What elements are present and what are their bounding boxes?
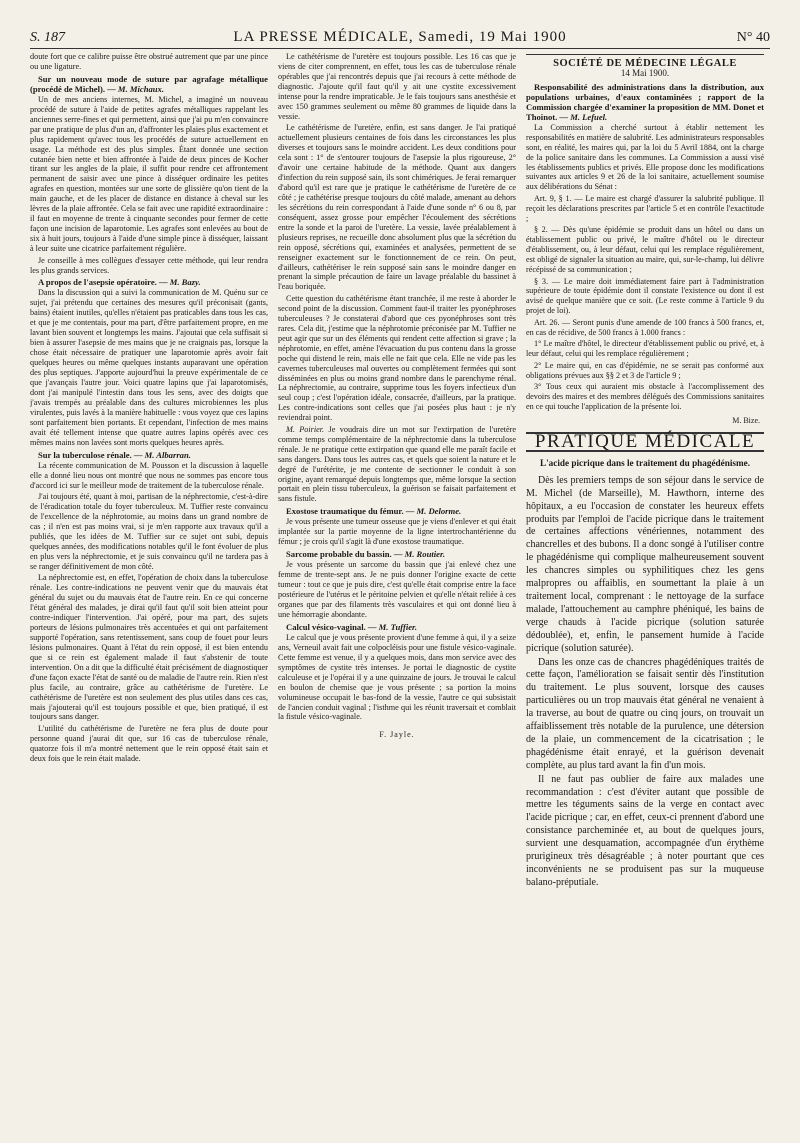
section-title-text: Responsabilité des administrations dans la distribution, aux populations urbaines, d'eaux contaminées ; rapport de la Commission chargée d'examiner la proposition de MM. Donet et Thoinot. — <box>526 81 764 122</box>
columns <box>30 52 770 1123</box>
article-paragraph: Art. 9, § 1. — Le maire est chargé d'assurer la salubrité publique. Il reçoit les déclarations prescrites par l'article 5 et en contrôle l'exactitude ; <box>526 193 764 223</box>
page-number: S. 187 <box>30 30 65 45</box>
signature-jayle: F. Jayle. <box>379 730 415 740</box>
paragraph: Le cathétérisme de l'uretère est toujours possible. Les 16 cas que je viens de citer comprennent, en effet, tous les cas de tuberculose rénale opérables que j'ai rencontrés depuis que j'ai recours à cette méthode de diagnostic. J'ajoute qu'il faut qu'il y ait une cystite excessivement intense pour la rendre impraticable. Je le fais toujours sans anesthésie et avec 150 grammes seulement ou même 80 grammes de liquide dans la vessie. <box>278 52 516 121</box>
section-title-suture <box>30 75 268 95</box>
divider <box>526 54 764 55</box>
section-title-text: Sur la tuberculose rénale. — <box>38 449 143 460</box>
paragraph: Je vous présente une tumeur osseuse que je viens d'enlever et qui était implantée sur la partie moyenne de la ligne intertrochantérienne du fémur ; je crois qu'il s'agit là d'une exostose traumatique. <box>278 517 516 547</box>
paragraph: J'ai toujours été, quant à moi, partisan de la néphrectomie, c'est-à-dire de l'éradication totale du foyer tuberculeux. M. Tuffier reste convaincu de l'excellence de la néphrotomie, au moins dans un grand nombre de cas ; il n'en est pas moins vrai, si je m'en rapporte aux travaux qu'il a publiés, que les idées de M. Tuffier sur ce sujet ont subi, depuis quelques années, des modifications notables qu'il le font évoluer de plus en plus vers la néphrectomie, et je suis convaincu qu'il ne tardera pas à se ranger définitivement de mon côté. <box>30 491 268 571</box>
pratique-heading: PRATIQUE MÉDICALE <box>526 432 764 452</box>
section-title-text: Calcul vésico-vaginal. — <box>286 621 377 632</box>
article-paragraph: 1° Le maître d'hôtel, le directeur d'établissement public ou privé, et, à leur défaut, celui qui les remplace régulièrement ; <box>526 339 764 359</box>
paragraph: Cette question du cathétérisme étant tranchée, il me reste à aborder le second point de la discussion. Comment faut-il traiter les pyonéphroses tuberculeuses ? Je constaterai d'abord que ces pyonéphroses sont très rares. Cela dit, j'estime que la néphrotomie préconisée par M. Tuffier ne peut agir que sur un des éléments qui rendent cette affection si grave ; la néphrotomie, en effet, amène l'évacuation du pus contenu dans la grosse poche qui distend le rein, mais elle ne fait que cela. Elle ne vide pas les cavernes tuberculeuses mal ouvertes ou complètement fermées qui sont disséminées en plus ou moins grand nombre dans le parenchyme rénal. La néphrectomie, au contraire, supprime tous les foyers infectieux d'un seul coup ; c'est l'opération idéale, consacrée, d'ailleurs, par la pratique. Les contre-indications sont celles que j'ai posées plus haut : je n'y reviendrai point. <box>278 293 516 423</box>
article-title-acide: L'acide picrique dans le traitement du phagédénisme. <box>539 457 751 468</box>
paragraph: Il ne faut pas oublier de faire aux malades une recommandation : c'est d'éviter autant que possible de mettre les téguments sains de la verge en contact avec l'acide picrique ; car, en effet, ceux-ci prennent d'abord une consistance parcheminée et, au bout de quelques jours, survient une desquamation, accompagnée d'un érythème prurigineux très désagréable ; à noter pourtant que ces inconvénients ne se produisent pas sur la muqueuse balano-préputiale. <box>526 773 764 888</box>
paragraph: La récente communication de M. Pousson et la discussion à laquelle elle a donné lieu nous ont montré que nous ne sommes pas encore tous d'accord ici sur le meilleur mode de traitement de la tuberculose rénale. <box>30 460 268 490</box>
paragraph: Dès les premiers temps de son séjour dans le service de M. Michel (de Marseille), M. Hawthorn, interne des hôpitaux, a eu l'occasion de constater les heureux effets produits par l'emploi de l'acide picrique dans le traitement de certaines affections vénériennes, notamment des chancrelles et des bubons. Il a donc songé à l'utiliser contre le phagédénisme qui complique malheureusement souvent les chancres simples ou syphilitiques chez les gens malpropres ou affaiblis, en soumettant la plaie à un traitement local, comprenant : le nettoyage de la surface malade, l'attouchement au camphre phéniqué, les bains de verge chauds à l'acide picrique (solution saturée dédoublée), et, enfin, le pansement humide à l'acide picrique (solution saturée). <box>526 474 764 654</box>
section-author: M. Delorme. <box>416 506 462 517</box>
paragraph: Un de mes anciens internes, M. Michel, a imaginé un nouveau procédé de suture à l'aide de petites agrafes métalliques rappelant les anciennes serre-fines et qui permettent, ainsi que j'ai pu m'en convaincre par une pratique de plus d'un an, d'affronter les plaies plus exactement et plus rapidement qu'avec tous les procédés de suture actuellement en usage. La méthode est des plus simples. Étant donnée une section cutanée bien nette et bien affrontée à l'aide de deux pinces de Kocher tirant sur les angles de la plaie, il suffit pour rendre cet affrontement permanent de saisir avec une pince à disséquer ordinaire les petites agrafes en question, montées sur une sorte de glissière qu'on tient de la main gauche, et de les placer de distance en distance à cheval sur les lèvres de la plaie affrontée. Cela se fait avec une rapidité extraordinaire : il faut en moyenne de trente à cinquante secondes pour fermer de cette façon une incision de laparotomie. Les agrafes sont enlevées au bout de six à huit jours, toujours à l'aide d'une simple pince à disséquer, laissant à leur suite une cicatrice parfaitement régulière. <box>30 94 268 254</box>
society-heading: SOCIÉTÉ DE MÉDECINE LÉGALE <box>553 58 737 69</box>
paragraph: La néphrectomie est, en effet, l'opération de choix dans la tuberculose rénale. Les contre-indications ne peuvent venir que du mauvais état général du sujet ou du mauvais état de l'autre rein. En ce qui concerne l'état général des malades, je dirai qu'il faut qu'il soit bien atteint pour contre-indiquer l'intervention. J'ai opéré, pour ma part, des sujets porteurs de lésions pulmonaires très accentuées et qui ont parfaitement supporté l'opération, sans retentissement, sans coup de fouet pour leurs lésions pulmonaires. Quant à l'état du rein opposé, il est bien entendu que si ce rein est également malade il faut s'abstenir de toute intervention. On a dit que la difficulté était précisément de diagnostiquer d'une façon exacte l'état de santé ou de maladie de l'autre rein. Rien n'est plus facile, au contraire, grâce au cathétérisme de l'uretère. Le cathétérisme de l'uretère est non seulement des plus utiles dans ces cas, mais j'ajouterai qu'il est toujours possible et que, bien pratiqué, il est toujours sans danger. <box>30 573 268 722</box>
section-title-sarcome <box>278 550 516 560</box>
article-paragraph: Art. 26. — Seront punis d'une amende de 100 francs à 500 francs, et, en cas de récidive, de 500 francs à 1.000 francs : <box>526 317 764 337</box>
article-paragraph: § 3. — Le maire doit immédiatement faire part à l'administration supérieure de toute épidémie dont il constate l'existence ou dont il est avisé de quelque manière que ce soit. (Le reste comme à l'article 9 du projet de loi). <box>526 276 764 316</box>
article-paragraph: 3° Tous ceux qui auraient mis obstacle à l'accomplissement des devoirs des maires et des membres délégués des Commissions sanitaires en ce qui touche l'application de la présente loi. <box>526 382 764 411</box>
section-title-responsabilite <box>526 83 764 123</box>
article-body-acide <box>526 475 764 890</box>
paragraph: Je vous présente un sarcome du bassin que j'ai enlevé chez une femme de trente-sept ans. Je ne puis donner l'origine exacte de cette tumeur : tout ce que je puis dire, c'est qu'elle était comprise entre la face postérieure de l'utérus et le péritoine pelvien et qu'elle n'était reliée à ces organes que par des filaments très vasculaires et qui ont donné lieu à une hémorragie abondante. <box>278 560 516 619</box>
section-author: M. Albarran. <box>144 449 191 460</box>
section-title-asepsie <box>30 278 268 288</box>
paragraph: Dans les onze cas de chancres phagédéniques traités de cette façon, l'amélioration se faisait sentir dès l'institution du traitement. Le plus souvent, lorsque des causes particulières ou un trop mauvais état général ne venaient à la traverse, au bout de quatre ou cinq jours, on trouvait un affaiblissement très notable de la purulence, une détersion de la plaie, un commencement de la cicatrisation ; le phagédénisme était enrayé, et la guérison devenait complète, au plus tard avant la fin d'un mois. <box>526 656 764 771</box>
paragraph: Le cathétérisme de l'uretère, enfin, est sans danger. Je l'ai pratiqué actuellement plusieurs centaines de fois dans les circonstances les plus diverses et toujours sans le moindre accident. Les deux conditions pour cela sont : 1° de s'entourer toujours de l'asepsie la plus rigoureuse, 2° d'avoir une certaine habitude de la méthode. Quant aux dangers d'infection du rein supposé sain, ils sont chimériques. Je ferai remarquer d'abord qu'il est rare que je pratique le cathétérisme de l'uretère de ce côté ; je cathétérise presque toujours du côté malade, amenant au dehors les sécrétions du rein correspondant à l'aide d'une sonde n° 6 ou 8, par conséquent, assez grosse pour empêcher l'écoulement des sécrétions entre la sonde et la paroi de l'uretère. La vessie, lavée préalablement à plusieurs reprises, ne recueille donc absolument plus que la sécrétion du rein opposé, sécrétions qui, examinées et analysées, permettent de se renseigner exactement sur le fonctionnement de ce rein. On peut, d'ailleurs, cathétériser le rein supposé sain sans le moindre danger en prenant la simple précaution de faire un lavage préalable du bassinet à l'eau boriquée. <box>278 123 516 292</box>
section-title-text: Sur un nouveau mode de suture par agrafage métallique (procédé de Michel). — <box>30 73 268 94</box>
signature-bize: M. Bize. <box>732 415 760 425</box>
article-paragraph: § 2. — Dès qu'une épidémie se produit dans un hôtel ou dans un établissement public ou privé, le maître d'hôtel ou le directeur d'établissement, ou, à leur défaut, celui qui les remplace régulièrement, est obligé de signaler la situation au maire, qui, sur-le-champ, lui délivre récépissé de sa communication ; <box>526 225 764 275</box>
intro-paragraph: doute fort que ce calibre puisse être obstrué autrement que par une pince ou une ligature. <box>30 52 268 71</box>
section-author: M. Bazy. <box>169 277 201 288</box>
section-title-exostose <box>278 507 516 517</box>
journal-title: LA PRESSE MÉDICALE, Samedi, 19 Mai 1900 <box>233 29 567 45</box>
section-author: M. Lefuel. <box>570 111 608 122</box>
section-author: M. Routier. <box>404 549 445 560</box>
article-paragraph: 2° Le maire qui, en cas d'épidémie, ne se serait pas conformé aux obligations prévues aux §§ 2 et 3 de l'article 9 ; <box>526 360 764 380</box>
paragraph: Le calcul que je vous présente provient d'une femme à qui, il y a seize ans, Verneuil avait fait une colpocléisis pour une fistule vésico-vaginale. Cette femme est venue, il y a quelques mois, dans mon service avec des symptômes de cystite très intenses. Je portai le diagnostic de cystite calculeuse et je l'opérai il y a une quinzaine de jours. Je trouvai le calcul en boulon de chemise que je vous présente ; sa portion la moins volumineuse occupait le bas-fond de la vessie, l'autre ce qui subsistait de l'ancien conduit vaginal ; l'isthme qui les réunit traversait et comblait la fistule vésico-vaginale. <box>278 632 516 722</box>
paragraph-text: Je voudrais dire un mot sur l'extirpation de l'uretère comme temps complémentaire de la néphrectomie dans la tuberculose rénale. Je ne pratique cette extirpation que quand elle me paraît facile et sans dangers. Dans tous les autres cas, et quels que soient la nature et le degré de l'urétérite, je me contente de sectionner le conduit à son origine, ayant remarqué depuis longtemps que, même lorsque la section portait en plein tissu tuberculeux, la guérison se faisait parfaitement et sans fistule. <box>278 424 516 504</box>
section-title-tuberculose <box>30 451 268 461</box>
section-title-text: A propos de l'asepsie opératoire. — <box>38 277 168 288</box>
society-date: 14 Mai 1900. <box>620 67 670 78</box>
section-title-text: Exostose traumatique du fémur. — <box>286 506 415 517</box>
section-author: M. Michaux. <box>117 83 165 94</box>
section-title-text: Sarcome probable du bassin. — <box>286 549 403 560</box>
paragraph: Je conseille à mes collègues d'essayer cette méthode, qui leur rendra les plus grands services. <box>30 255 268 275</box>
paragraph: L'utilité du cathétérisme de l'uretère ne fera plus de doute pour personne quand j'aurai dit que, sur 16 cas de tuberculose rénale, quatorze fois il m'a montré nettement que le rein opposé était sain et deux fois que le rein était malade. <box>30 723 268 763</box>
paragraph: Dans la discussion qui a suivi la communication de M. Quénu sur ce sujet, j'ai prétendu que certaines des mesures qu'il préconisait (gants, bains) étaient inutiles, qu'elles n'étaient pas praticables dans tous les cas, et que je me contentais, pour ma part, d'être parfaitement propre, en me lavant bien souvent et longtemps les mains. J'ajoutai que cela suffisait si bien à assurer l'asepsie de mes mains que je ne craignais pas, lorsque la chose était nécessaire de pratiquer une laparotomie après avoir fait quelques heures ou même quelques instants auparavant une opération des plus septiques. J'apporte aujourd'hui la preuve expérimentale de ce que j'avançais l'autre jour. Voici quatre lapins que j'ai laparotomisés, dont j'ai manipulé l'intestin dans tous les sens, avec des doigts que j'avais trempés au préalable dans des cultures microbiennes les plus virulentes, puis lavés à la manière habituelle : vous voyez que ces lapins sont parfaitement bien portants. Et cependant, l'infection de mes mains avait été tellement intense que quatre autres lapins opérés avec ces mêmes mains non lavées sont morts quelques heures après. <box>30 288 268 447</box>
paragraph <box>278 425 516 505</box>
column-3 <box>526 52 764 1123</box>
section-title-calcul <box>278 623 516 633</box>
speaker-name: M. Poirier. <box>286 424 325 434</box>
paragraph: La Commission a cherché surtout à établir nettement les responsabilités en matière de salubrité. Les administrateurs responsables sont, en réalité, les maires qui, par la loi du 5 Avril 1884, ont la charge de la police sanitaire dans les communes. La Commission a aussi visé les établissements publics et privés. Elle propose donc les modifications suivantes aux articles 9 et 26 de la loi sanitaire, actuellement soumise aux délibérations du Sénat : <box>526 122 764 192</box>
column-2 <box>278 52 516 1123</box>
column-1 <box>30 52 268 1123</box>
section-author: M. Tuffier. <box>378 621 418 632</box>
page-header <box>30 24 770 49</box>
issue-number: N° 40 <box>736 30 770 45</box>
